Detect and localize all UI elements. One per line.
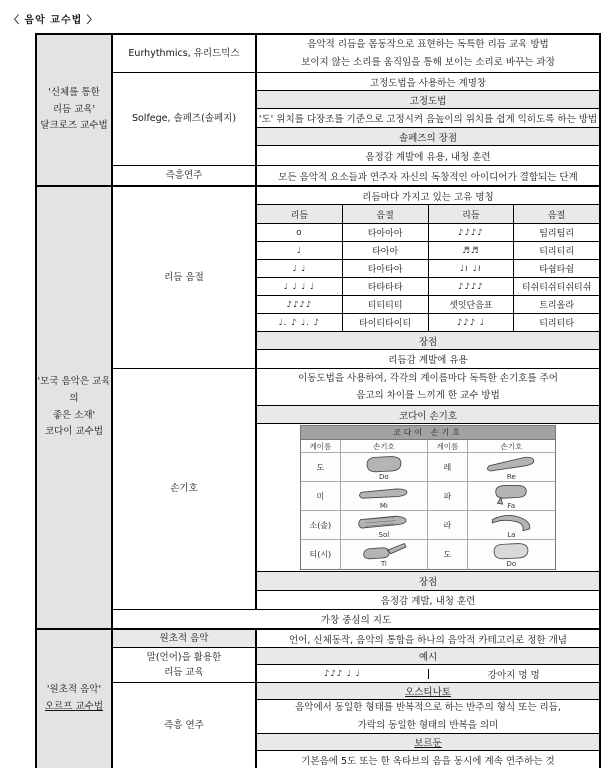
syllable-cell: 티리티리	[539, 247, 575, 257]
hand-sign-desc-line1: 이동도법을 사용하여, 각각의 계이름마다 독특한 손기호를 주어	[298, 372, 558, 384]
rhythm-notation-cell: ♪♪♪♪	[257, 296, 343, 313]
hand-sign-body	[257, 369, 599, 609]
hand-caption: Ti	[380, 560, 387, 568]
rhythm-syllable-label: 리듬 음절	[113, 187, 257, 368]
solfege-name: 미	[301, 482, 341, 510]
syllable-cell: 타아아아	[343, 224, 429, 241]
orff-section	[37, 630, 599, 768]
hand-image-row	[301, 511, 555, 540]
rhythm-syllable-body	[257, 187, 599, 368]
solfege-block	[113, 73, 599, 166]
rhythm-notation-cell: ♩ ♩ ♩ ♩	[257, 278, 343, 295]
hand-sign-mi-icon	[341, 482, 428, 510]
solfege-name: 파	[428, 482, 468, 510]
hand-sign-image-row	[257, 424, 599, 572]
kodaly-label-line: 코다이 교수법	[44, 426, 104, 438]
table-row: 모든 음악적 요소들과 연주자 자신의 독창적인 아이디어가 결합되는 단계	[278, 171, 578, 183]
solfege-name: 소(솔)	[301, 511, 341, 539]
dalcroze-label-line: 달크로즈 교수법	[40, 120, 108, 132]
hand-sign-sol-icon	[341, 511, 428, 539]
bordun-header-row: 보르둔	[257, 734, 599, 751]
example-row	[257, 665, 599, 682]
rhythm-notation-cell: ♩ ♩	[257, 260, 343, 277]
syllable-cell: 티티티티	[343, 296, 429, 313]
syllable-cell: 티쉬티쉬티쉬티쉬	[521, 283, 592, 293]
hand-image-title: 코다이 손기호	[301, 426, 555, 440]
solfege-body	[257, 73, 599, 165]
hand-image-row	[301, 540, 555, 569]
speech-rhythm-block	[113, 648, 599, 683]
rhythm-table-row	[257, 224, 599, 242]
kodaly-hand-sign-image	[300, 425, 556, 570]
kodaly-section-body	[113, 187, 599, 628]
hand-image-row	[301, 453, 555, 482]
hand-caption: Sol	[378, 530, 390, 539]
hand-image-row	[301, 482, 555, 511]
rhythm-notation-cell: ♪♪♪♪	[429, 224, 515, 241]
kodaly-section	[37, 187, 599, 630]
kodaly-label-line: 좋은 소재'	[52, 409, 96, 421]
hand-caption: Do	[379, 472, 389, 481]
orff-section-body	[113, 630, 599, 768]
ostinato-desc-line1: 음악에서 동일한 형태를 반복적으로 하는 반주의 형식 또는 리듬,	[295, 702, 561, 714]
rhythm-table-row	[257, 278, 599, 296]
rhythm-notation-cell: ♬♬	[429, 242, 515, 259]
solfege-label: Solfege, 솔페즈(솔페지)	[113, 73, 257, 165]
dalcroze-label-line: '신체를 통한	[48, 87, 100, 99]
kodaly-footer-block	[113, 610, 599, 628]
column-header: 계이름	[428, 440, 468, 452]
primal-music-body	[257, 630, 599, 647]
example-rhythm-notation: ♪♪♪ ♩ ♩	[257, 669, 429, 679]
example-header-row: 예시	[257, 648, 599, 665]
syllable-cell: 타이티타이티	[343, 314, 429, 331]
solfege-name: 도	[301, 453, 341, 481]
hand-sign-re-icon	[468, 453, 555, 481]
column-header: 손기호	[500, 441, 523, 451]
merit-header-row: 장점	[257, 332, 599, 350]
rhythm-notation-cell: o	[257, 224, 343, 241]
hand-sign-fa-icon	[468, 482, 555, 510]
primal-music-label: 원초적 음악	[113, 630, 257, 647]
hand-sign-block	[113, 369, 599, 610]
ostinato-header-row: 오스티나토	[257, 683, 599, 700]
hand-sign-header-row: 코다이 손기호	[257, 406, 599, 424]
rhythm-syllable-block	[113, 187, 599, 369]
rhythm-notation-cell: 셋잇단음표	[429, 296, 515, 313]
hand-caption: La	[507, 530, 516, 539]
orff-improv-label: 즉흥 연주	[113, 683, 257, 768]
speech-rhythm-label	[113, 648, 257, 682]
example-text: 강아지 멍 멍	[487, 669, 540, 681]
rhythm-notation-cell: ♩. ♪ ♩. ♪	[257, 314, 343, 331]
column-header: 음절	[547, 210, 566, 221]
orff-improv-block	[113, 683, 599, 768]
dalcroze-label-line: 리듬 교육'	[52, 103, 96, 115]
ostinato-desc	[257, 700, 599, 734]
column-header: 리듬	[429, 205, 515, 223]
table-row: 고정도법을 사용하는 계명창	[257, 73, 599, 91]
rhythm-table-row	[257, 314, 599, 332]
solfege-name: 레	[428, 453, 468, 481]
hand-sign-do-icon	[468, 540, 555, 569]
solfege-name: 라	[428, 511, 468, 539]
hand-sign-ti-icon	[341, 540, 428, 569]
rhythm-notation-cell: ♪♪♪♪	[429, 278, 515, 295]
merit-row: 음정감 계발, 내청 훈련	[380, 596, 476, 607]
orff-improv-body	[257, 683, 599, 768]
rhythm-table-header	[257, 205, 599, 224]
kodaly-section-label	[37, 187, 113, 628]
table-row: 솔페즈의 장점	[257, 128, 599, 146]
hand-sign-do-icon	[341, 453, 428, 481]
eurhythmics-desc	[257, 35, 599, 72]
orff-label-line: '원초적 음악'	[46, 684, 102, 696]
music-pedagogy-table	[35, 33, 601, 768]
syllable-cell: 팀리팀리	[539, 229, 575, 239]
hand-sign-desc-line2: 음고의 차이를 느끼게 한 교수 방법	[356, 390, 500, 401]
dalcroze-improv-body	[257, 166, 599, 185]
eurhythmics-desc-line2: 보이지 않는 소리를 움직임을 통해 보이는 소리로 바꾸는 과정	[301, 56, 555, 68]
primal-music-block	[113, 630, 599, 648]
dalcroze-section-body	[113, 35, 599, 185]
orff-label-line: 오르프 교수법	[44, 701, 104, 712]
hand-caption: Fa	[507, 501, 516, 510]
table-row: '도' 위치를 다장조를 기준으로 고정시켜 음높이의 위치를 쉽게 익히도록 하는 방법	[257, 109, 599, 128]
syllable-cell: 트리올라	[539, 301, 575, 311]
eurhythmics-block	[113, 35, 599, 73]
dalcroze-improv-label: 즉흥연주	[113, 166, 257, 185]
table-row: 음정감 계발에 유용, 내청 훈련	[365, 151, 491, 163]
solfege-name: 티(시)	[301, 540, 341, 569]
speech-rhythm-body	[257, 648, 599, 682]
rhythm-table-row	[257, 260, 599, 278]
rhythm-notation-cell: ♩≀ ♩≀	[429, 260, 515, 277]
hand-caption: Do	[506, 560, 517, 568]
eurhythmics-body	[257, 35, 599, 72]
syllable-cell: 타아아	[343, 242, 429, 259]
hand-sign-label: 손기호	[113, 369, 257, 609]
hand-sign-la-icon	[468, 511, 555, 539]
orff-section-label	[37, 630, 113, 768]
table-row: 언어, 신체동작, 음악의 통합을 하나의 음악적 카테고리로 정한 개념	[289, 634, 567, 646]
rhythm-table-row	[257, 296, 599, 314]
eurhythmics-label: Eurhythmics, 유리드믹스	[113, 35, 257, 72]
bordun-desc-row: 기본음에 5도 또는 한 옥타브의 음을 동시에 계속 연주하는 것	[301, 755, 555, 767]
column-header: 리듬	[257, 205, 343, 223]
kodaly-label-line: '모국 음악은 교육의	[37, 376, 111, 404]
speech-rhythm-label-line2: 리듬 교육	[164, 667, 204, 678]
kodaly-footer-row: 가창 중심의 지도	[320, 615, 392, 626]
rhythm-intro-row: 리듬마다 가지고 있는 고유 명칭	[257, 187, 599, 205]
eurhythmics-desc-line1: 음악적 리듬을 몸동작으로 표현하는 독특한 리듬 교육 방법	[307, 39, 549, 51]
merit-row: 리듬감 계발에 유용	[388, 355, 468, 366]
ostinato-desc-line2: 가락의 동일한 형태의 반복을 의미	[357, 719, 499, 731]
syllable-cell: 타쉼타쉼	[539, 265, 575, 275]
solfege-name: 도	[428, 540, 468, 569]
dalcroze-section-label	[37, 35, 113, 185]
column-header: 음절	[343, 205, 429, 223]
page	[0, 11, 611, 768]
hand-sign-desc	[257, 369, 599, 406]
rhythm-notation-cell: ♪♪♪ ♩	[429, 314, 515, 331]
hand-caption: Re	[506, 472, 516, 481]
hand-caption: Mi	[379, 501, 388, 510]
table-row: 고정도법	[257, 91, 599, 109]
hand-image-header	[301, 440, 555, 453]
rhythm-notation-cell: ♩	[257, 242, 343, 259]
syllable-cell: 타아타아	[343, 260, 429, 277]
speech-rhythm-label-line1: 말(언어)을 활용한	[146, 651, 222, 663]
dalcroze-section	[37, 35, 599, 187]
column-header: 손기호	[341, 440, 428, 452]
syllable-cell: 타타타타	[343, 278, 429, 295]
column-header: 계이름	[301, 440, 341, 452]
merit-header-row: 장점	[257, 572, 599, 591]
syllable-cell: 티리티타	[539, 319, 575, 329]
document-title: 〈 음악 교수법 〉	[9, 15, 98, 26]
rhythm-table-row	[257, 242, 599, 260]
dalcroze-improv-block	[113, 166, 599, 185]
